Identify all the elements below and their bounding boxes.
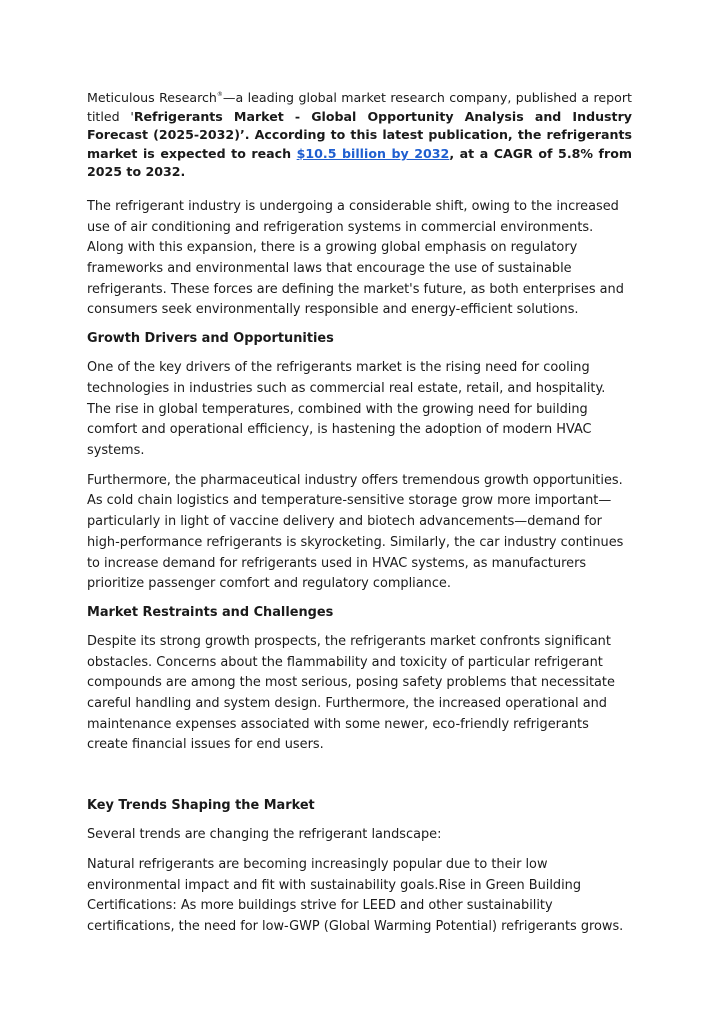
trends-paragraph-1: Several trends are changing the refrigerant landscape:: [87, 827, 442, 843]
intro-paragraph: [87, 86, 632, 182]
intro-text: —a leading global market research company, published a report titled ': [87, 90, 632, 124]
cagr-text: , at a CAGR of 5.8% from 2025 to 2032.: [87, 145, 633, 180]
trends-paragraph-2: Natural refrigerants are becoming increasingly popular due to their low environmental impact and fit with sustainability goals.Rise in Green Building Certifications: As more buildings strive for LEED and other sustainability certifications, the need for low-GWP (Global Warming Potential) refrigerants grows.: [87, 856, 624, 934]
trends-heading: Key Trends Shaping the Market: [87, 798, 315, 814]
company-name: Meticulous Research: [87, 90, 217, 105]
growth-paragraph-1: One of the key drivers of the refrigerants market is the rising need for cooling technologies in industries such as commercial real estate, retail, and hospitality. The rise in global temperatures, combined with the growing need for building comfort and operational efficiency, is hastening the adoption of modern HVAC systems.: [87, 360, 606, 458]
registered-mark: ®: [216, 91, 223, 98]
growth-heading: Growth Drivers and Opportunities: [87, 331, 334, 347]
market-size-link[interactable]: $10.5 billion by 2032: [296, 145, 450, 161]
growth-paragraph-2: Furthermore, the pharmaceutical industry offers tremendous growth opportunities. As cold chain logistics and temperature-sensitive storage grow more important—particularly in light of vaccine delivery and biotech advancements—demand for high-performance refrigerants is skyrocketing. Similarly, the car industry continues to increase demand for refrigerants used in HVAC systems, as manufacturers prioritize passenger comfort and regulatory compliance.: [87, 472, 624, 592]
report-title: Refrigerants Market - Global Opportunity Analysis and Industry Forecast (2025-2032)’. According to this latest publication, the refrigerants market is expected to reach: [87, 108, 632, 161]
restraints-heading: Market Restraints and Challenges: [87, 604, 334, 620]
overview-paragraph: The refrigerant industry is undergoing a considerable shift, owing to the increased use of air conditioning and refrigeration systems in commercial environments. Along with this expansion, there is a growing global emphasis on regulatory frameworks and environmental laws that encourage the use of sustainable refrigerants. These forces are defining the market's future, as both enterprises and consumers seek environmentally responsible and energy-efficient solutions.: [87, 198, 624, 318]
restraints-paragraph: Despite its strong growth prospects, the refrigerants market confronts significant obstacles. Concerns about the flammability and toxicity of particular refrigerant compounds are among the most serious, posing safety problems that necessitate careful handling and system design. Furthermore, the increased operational and maintenance expenses associated with some newer, eco-friendly refrigerants create financial issues for end users.: [87, 633, 615, 753]
